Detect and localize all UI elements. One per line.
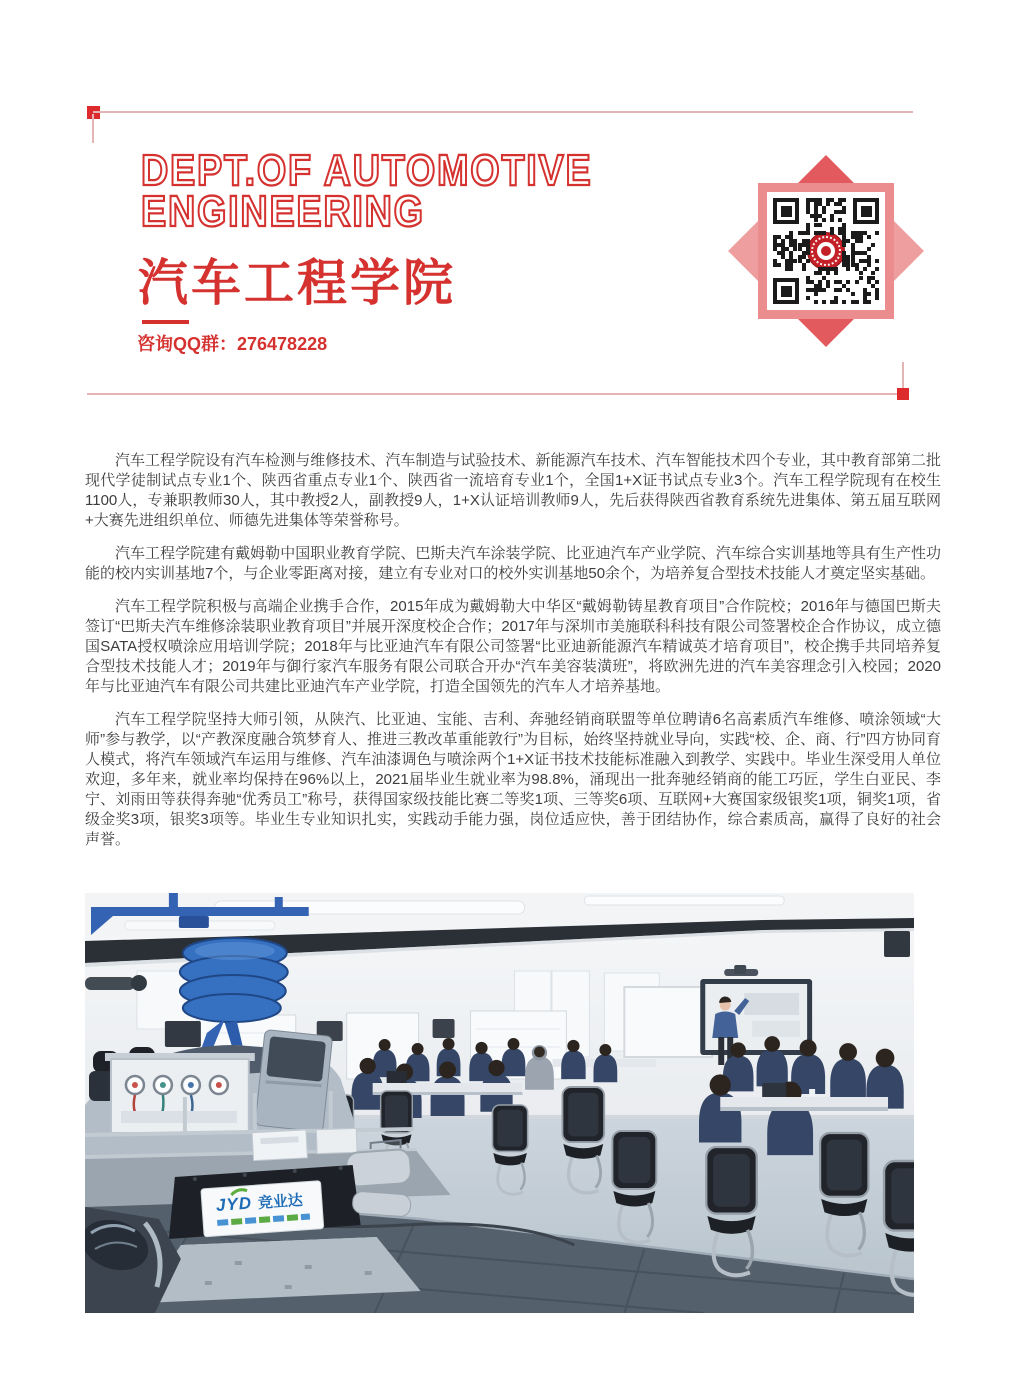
qr-code-block — [744, 167, 908, 335]
qr-frame — [758, 183, 894, 319]
photo-tone-overlay — [85, 893, 914, 1313]
qr-finder-bottom-left — [773, 278, 799, 304]
paragraph-training-bases: 汽车工程学院建有戴姆勒中国职业教育学院、巴斯夫汽车涂装学院、比亚迪汽车产业学院、汽车综合实训基地等具有生产性功能的校内实训基地7个，与企业零距离对接，建立有专业对口的校外实训基地50余个，为培养复合型技术技能人才奠定坚实基础。 — [85, 545, 941, 582]
qr-finder-top-right — [853, 198, 879, 224]
top-decor-line — [93, 111, 913, 113]
header-bottom-decor-line — [87, 393, 903, 395]
department-title-english — [141, 146, 593, 237]
paragraph-enterprise-cooperation: 汽车工程学院积极与高端企业携手合作，2015年成为戴姆勒大中华区“戴姆勒铸星教育项目”合作院校；2016年与德国巴斯夫签订“巴斯夫汽车维修涂装职业教育项目”并展开深度校企合作；2017年与深圳市美施联科科技有限公司签署校企合作协议，成立德国SATA授权喷涂应用培训学院；2018年与比亚迪汽车有限公司签署“比亚迪新能源汽车精诚英才培育项目”，校企携手共同培养复合型技术技能人才；2019年与御行家汽车服务有限公司联合开办“汽车美容装潢班”，将欧洲先进的汽车美容理念引入校园；2020年与比亚迪汽车有限公司共建比亚迪汽车产业学院，打造全国领先的汽车人才培养基地。 — [85, 598, 941, 695]
college-seal-icon — [807, 232, 845, 270]
classroom-photo-illustration — [85, 893, 914, 1313]
qr-finder-top-left — [773, 198, 799, 224]
paragraph-overview: 汽车工程学院设有汽车检测与维修技术、汽车制造与试验技术、新能源汽车技术、汽车智能技术四个专业，其中教育部第二批现代学徒制试点专业1个、陕西省重点专业1个、陕西省一流培育专业1个，全国1+X证书试点专业3个。汽车工程学院现有在校生1100人，专兼职教师30人，其中教授2人，副教授9人，1+X认证培训教师9人，先后获得陕西省教育系统先进集体、第五届互联网+大赛先进组织单位、师德先进集体等荣誉称号。 — [85, 452, 941, 529]
intro-text — [85, 451, 941, 863]
sign-brand-text: 竞业达 — [257, 1191, 304, 1213]
department-title-chinese: 汽车工程学院 — [138, 255, 456, 311]
classroom-photo — [85, 893, 914, 1313]
top-left-decor-vline — [92, 114, 94, 143]
sign-logo-text: JYD — [215, 1193, 253, 1215]
qr-code-icon — [773, 198, 879, 304]
bottom-right-decor-vline — [902, 362, 904, 390]
title-en-line1: DEPT.OF AUTOMOTIVE — [141, 146, 593, 195]
paragraph-masters-employment: 汽车工程学院坚持大师引领，从陕汽、比亚迪、宝能、吉利、奔驰经销商联盟等单位聘请6名高素质汽车维修、喷涂领域“大师”参与教学，以“产教深度融合筑梦育人、推进三教改革重能敦行”为目标，始终坚持就业导向，实践“校、企、商、行”四方协同育人模式，将汽车领域汽车运用与维修、汽车油漆调色与喷涂两个1+X证书技术技能标准融入到教学、实践中。毕业生深受用人单位欢迎，多年来，就业率均保持在96%以上，2021届毕业生就业率为98.8%，涌现出一批奔驰经销商的能工巧匠，学生白亚民、李宁、刘雨田等获得奔驰“优秀员工”称号，获得国家级技能比赛二等奖1项、三等奖6项、互联网+大赛国家级银奖1项，铜奖1项，省级金奖3项，银奖3项等。毕业生专业知识扎实，实践动手能力强，岗位适应快，善于团结协作，综合素质高，赢得了良好的社会声誉。 — [85, 711, 941, 848]
qq-group-label: 咨询QQ群：276478228 — [137, 334, 328, 354]
title-en-line2: ENGINEERING — [141, 187, 425, 237]
title-divider — [142, 320, 189, 324]
bottom-right-accent-square — [897, 388, 909, 400]
